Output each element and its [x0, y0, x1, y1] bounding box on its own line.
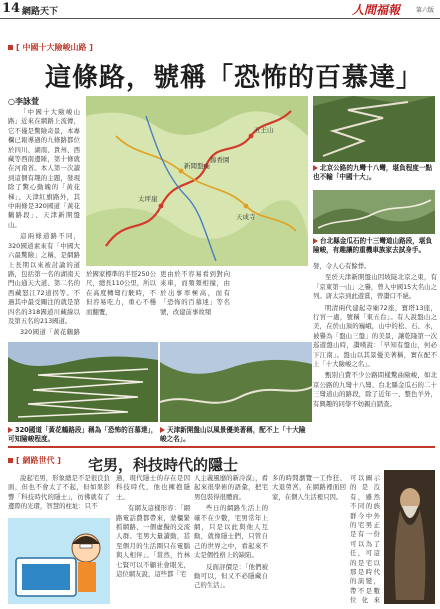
panshan-road-drawing — [160, 342, 312, 422]
photo-caption — [313, 237, 437, 255]
map-label: 太坪崖 — [138, 196, 158, 203]
article2-headline: 宅男，科技時代的隱士 — [88, 456, 239, 474]
map-label: 五王山 — [254, 127, 274, 134]
paragraph: 些日的網路生活上的確不在少數，宅男常年上網，只是以此與他人互動，就像隱士們，只管自己的世界之中，看起來不太是個性格上的缺陷。 — [194, 504, 268, 560]
paragraph: 這兩條道路不同，320國道素來有「中國大六最驚險」之稱，是網路上長期以來被討論的道路，包括第一名的湖南天門山通天大道、第二名的西藏怒江72道拐等。不過其中最受關注的就是第四名的318國道川藏線以及第五名的213國道。 — [8, 232, 80, 325]
article2-column-5 — [350, 474, 380, 604]
article1-tag: [ 中國十大險峻山路 ] — [8, 42, 93, 53]
article1-column-4 — [313, 262, 437, 452]
section-name: 網路天下 — [22, 7, 59, 17]
paragraph: 多的時間瀏覽一工作狂、大退勞宮，在網路裡面回家，在個人生活裡只因。 — [272, 474, 346, 501]
hermit-painting-drawing — [384, 470, 435, 604]
photo-caption — [160, 426, 312, 444]
article1-column-3 — [160, 270, 230, 340]
paragraph: 過，現代隱士的存在是因科技時代，他也擁抱隱士。 — [116, 474, 190, 501]
mountain-road-photo-2 — [313, 190, 435, 234]
otaku-illustration — [8, 518, 110, 604]
otaku-drawing — [8, 518, 110, 604]
article2-tag-text: 網路世代 — [22, 456, 55, 465]
paragraph: 可以圖示的是沒有，雖然不同的族群今中外的宅男正是有一份可以為了任，可這的是宅以那是時代的演變，帶不是數位化來 — [350, 474, 380, 604]
tag-square-icon — [8, 45, 13, 50]
caption-text: 天津新開盤山以風景優美著稱，配不上「十大險峻之名」。 — [160, 426, 306, 443]
byline-bullet-icon: ○ — [8, 97, 15, 106]
route-map — [86, 96, 308, 266]
switchback-road-photo — [8, 342, 158, 422]
mountain-road-drawing — [313, 190, 435, 234]
panshan-road-photo — [160, 342, 312, 422]
paragraph: 甄別自費不少公路問樣驚曲險峻，如北京公路的九彎十八彎、台北縣金瓜石的二十三彎道山的路段，除了近年一、整色羊外，有興趣的同學不妨親自踏查。 — [313, 371, 437, 408]
caption-text: 台北縣金瓜石的十三彎道山路段，堪負險峻，有趣讓的重機車族家去試身手。 — [313, 237, 433, 254]
article1-column-1 — [8, 108, 80, 338]
mountain-road-photo-1 — [313, 96, 435, 162]
map-label: 新聞盤山 — [184, 163, 210, 170]
switchback-road-drawing — [8, 342, 158, 422]
paragraph: 至於天津新開盤山因坡陡北京之東，有「京東第一山」之譽，曾入中國15大名山之列。唐太宗到此遊賞，曾讚口不絕。 — [313, 273, 437, 301]
caption-marker-icon — [160, 427, 165, 433]
byline-author: 李詠萱 — [14, 97, 39, 106]
issue-label: 第六版 — [415, 7, 434, 14]
caption-marker-icon — [313, 165, 318, 171]
paragraph: 「中國十大險峻山路」近來在網路上流傳，它不僅是驚險奇景，本專欄已報導過的九條路都位於四川、湖南、貴州、西藏等西南邊陲，第十條就在河南省。本人第一次讀到這個有趣的主題，發現除了驚心動魄的「黃花梯」、天津紅旗路外，其中兩條是320國道「黃花鶴路段」、天津新開盤山。 — [8, 108, 80, 229]
page-number: 14 — [2, 1, 21, 16]
paragraph: 明清兩代建起寺廟72座，寶塔13座，行宮一處，號稱「東五台」。有人說盤山之美，在於山頂的巍峨，山中的松、石、水，被譽為「盤山三盤」的美景，讓乾隆第一次巡遊盤山時，讚嘆說：「早知有盤山，何必下江南」。盤山以其景優美著稱，實在配不上「十大險峻之名」。 — [313, 303, 437, 369]
section-divider — [8, 446, 435, 448]
article2-column-1 — [8, 474, 110, 514]
caption-text: 北京公路的九彎十八彎，堪負程度一點也不輸「中國十大」。 — [313, 164, 433, 181]
caption-marker-icon — [313, 238, 318, 244]
paragraph: 說起宅男，形象總是不是很良負面，但也不會太了不起，但如果影響「科技時代的隱士」，彷彿就有了邊際的光環，智慧的柱址：只不 — [8, 474, 110, 511]
paragraph: 有網友這樣形容：「網路電話費都帶來，蒙櫃緊抓網路、一個虛擬的交流人群。宅男大量讀動，甚至個月的生活圈只在電腦與人相伴」。「當然，竹林七賢可以不顧社會眼光，這位網友說，這些都「宅 — [116, 504, 190, 579]
caption-marker-icon — [8, 427, 13, 433]
paragraph: 於國家標準的半徑250公尺，總長110公里，所以在高度轉彎行駛時，不但容易吃力，重心不穩而翻覆， — [86, 270, 156, 316]
photo-caption — [8, 426, 158, 444]
article2-column-3 — [194, 474, 268, 604]
route-map-drawing — [86, 96, 308, 266]
article2-column-4 — [272, 474, 346, 604]
article1-column-2 — [86, 270, 156, 340]
paragraph: 更由於不容易看到對向來車，而頻頻相撞，由於出事率極高，而有「恐怖的百慕達」等名號，改建前事故頻 — [160, 270, 230, 316]
article2-tag: [ 網路世代 ] — [8, 455, 61, 466]
article1-tag-text: 中國十大險峻山路 — [22, 43, 87, 52]
article2-column-2 — [116, 474, 190, 604]
photo-caption — [313, 164, 437, 182]
caption-text: 320國道「黃花鶴路段」稱為「恐怖的百慕達」，可知險峻程度。 — [8, 426, 158, 443]
mountain-road-drawing — [313, 96, 435, 162]
paragraph: 320國道「黃花鶴路 — [20, 328, 80, 337]
tag-square-icon — [8, 458, 13, 463]
map-label: 天成寺 — [236, 214, 256, 221]
hermit-painting — [384, 470, 435, 604]
paragraph: 發，令人心有餘悸。 — [313, 262, 371, 270]
article1-headline: 這條路，號稱「恐怖的百慕達」 — [45, 63, 424, 93]
paragraph: 反面評價是：「他們被動可以，但又不必隱藏自己的生活」。 — [194, 562, 268, 590]
byline — [8, 96, 39, 107]
map-label: 錦香園 — [210, 157, 230, 164]
page-header — [0, 0, 440, 19]
newspaper-logo: 人間福報 — [351, 3, 400, 17]
paragraph: 人主義風靡的新冷漠」，看起來很學術的語彙，把宅男包裝得很體面。 — [194, 474, 268, 501]
